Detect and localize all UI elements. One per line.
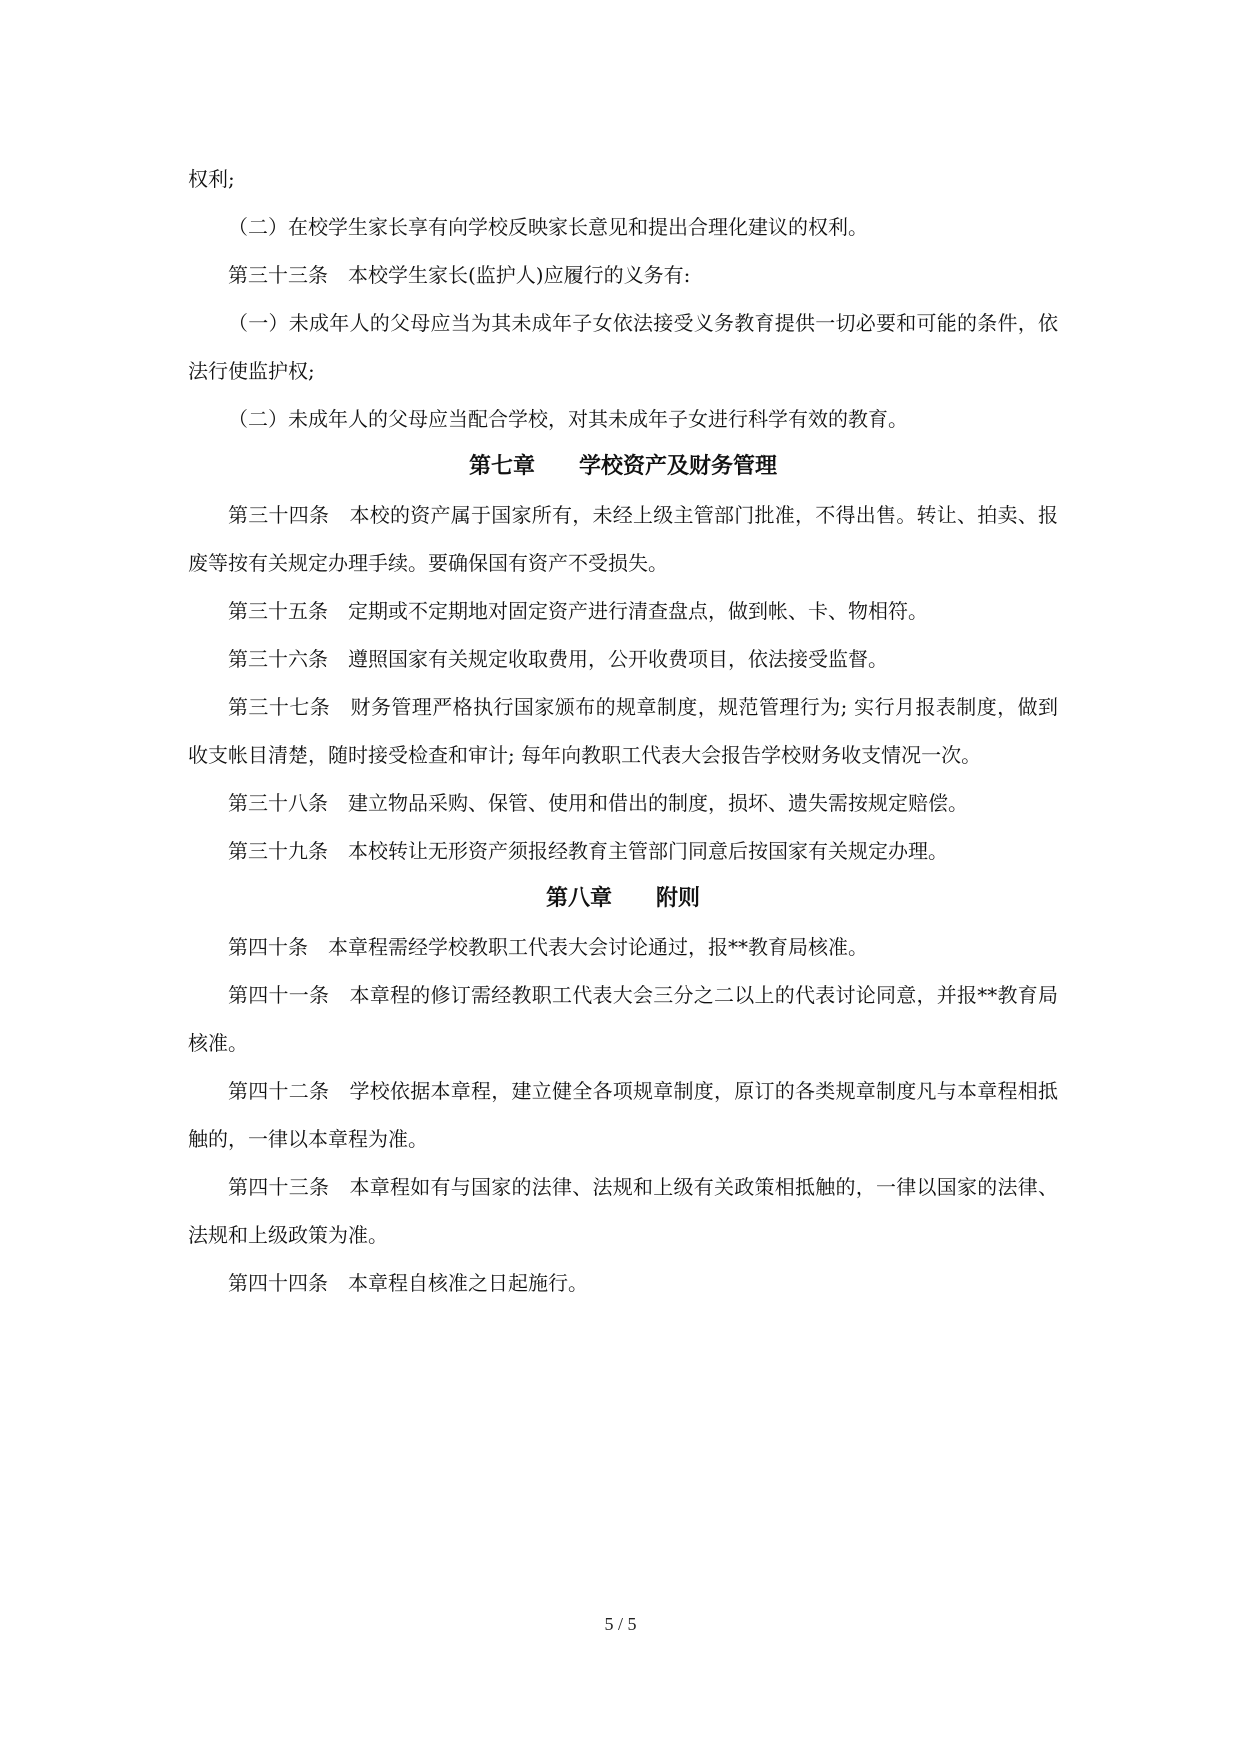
paragraph: （一）未成年人的父母应当为其未成年子女依法接受义务教育提供一切必要和可能的条件，依法行使监护权; [188, 311, 1058, 383]
article-36: 第三十六条 遵照国家有关规定收取费用，公开收费项目，依法接受监督。 [228, 647, 888, 671]
article-43: 第四十三条 本章程如有与国家的法律、法规和上级有关政策相抵触的，一律以国家的法律、法规和上级政策为准。 [188, 1175, 1058, 1247]
article-33: 第三十三条 本校学生家长(监护人)应履行的义务有: [228, 263, 691, 287]
article-44: 第四十四条 本章程自核准之日起施行。 [228, 1271, 588, 1295]
article-40: 第四十条 本章程需经学校教职工代表大会讨论通过，报**教育局核准。 [228, 935, 868, 959]
chapter-8-heading: 第八章 附则 [545, 886, 700, 911]
chapter-7-heading: 第七章 学校资产及财务管理 [468, 454, 777, 479]
paragraph: （二）在校学生家长享有向学校反映家长意见和提出合理化建议的权利。 [228, 215, 868, 239]
article-37: 第三十七条 财务管理严格执行国家颁布的规章制度，规范管理行为; 实行月报表制度，做到收支帐目清楚，随时接受检查和审计; 每年向教职工代表大会报告学校财务收支情况一次。 [188, 695, 1058, 767]
article-35: 第三十五条 定期或不定期地对固定资产进行清查盘点，做到帐、卡、物相符。 [228, 599, 928, 623]
paragraph: 权利; [188, 167, 235, 191]
page-number: 5 / 5 [604, 1614, 637, 1634]
article-38: 第三十八条 建立物品采购、保管、使用和借出的制度，损坏、遗失需按规定赔偿。 [228, 791, 968, 815]
article-42: 第四十二条 学校依据本章程，建立健全各项规章制度，原订的各类规章制度凡与本章程相抵触的，一律以本章程为准。 [188, 1079, 1058, 1151]
paragraph: （二）未成年人的父母应当配合学校，对其未成年子女进行科学有效的教育。 [228, 407, 908, 431]
article-34: 第三十四条 本校的资产属于国家所有，未经上级主管部门批准，不得出售。转让、拍卖、报废等按有关规定办理手续。要确保国有资产不受损失。 [188, 503, 1058, 575]
article-39: 第三十九条 本校转让无形资产须报经教育主管部门同意后按国家有关规定办理。 [228, 839, 948, 863]
article-41: 第四十一条 本章程的修订需经教职工代表大会三分之二以上的代表讨论同意，并报**教育局核准。 [188, 983, 1058, 1055]
document-body [188, 155, 1058, 1307]
